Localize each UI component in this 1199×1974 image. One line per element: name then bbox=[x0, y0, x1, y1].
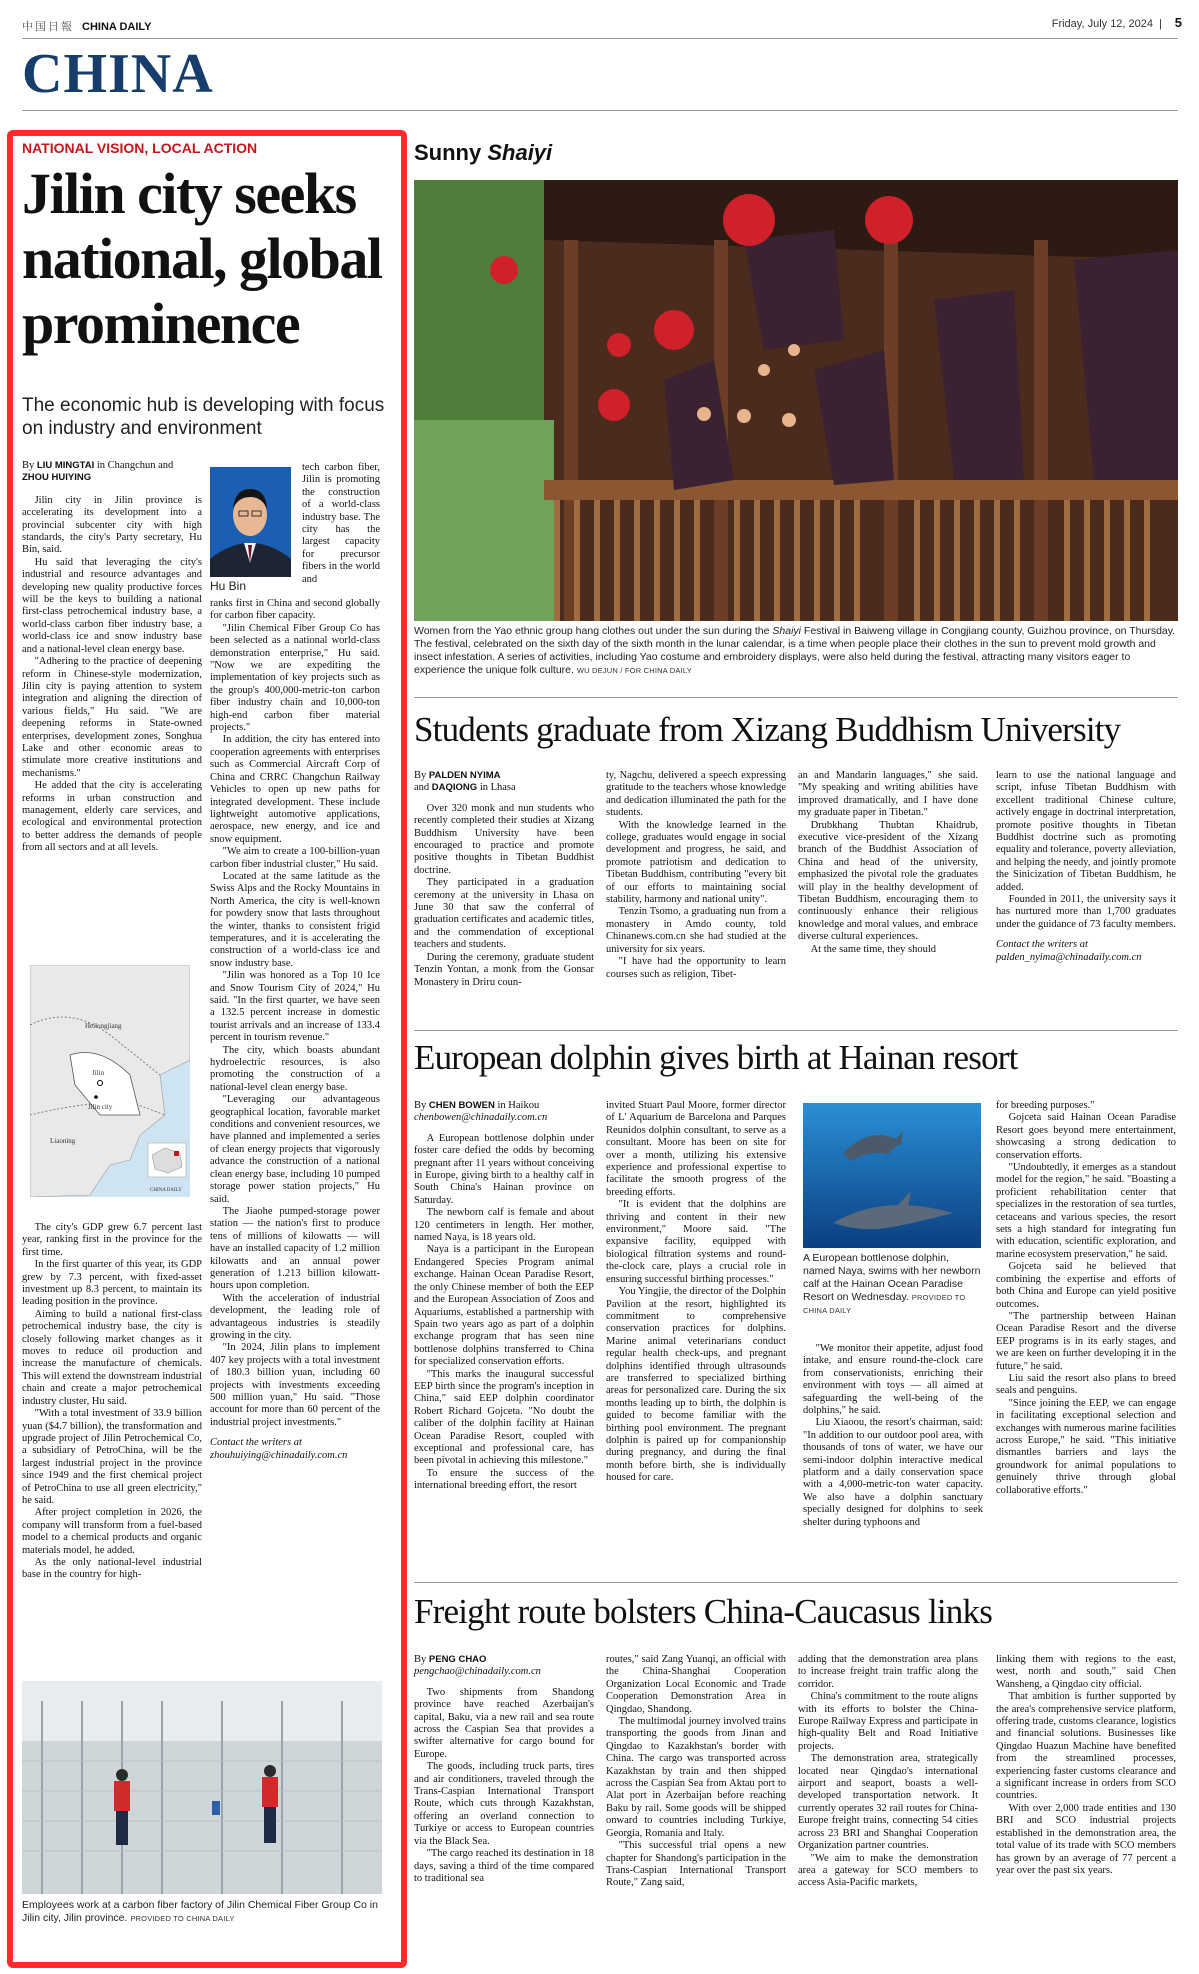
freight-headline[interactable]: Freight route bolsters China-Caucasus links bbox=[414, 1592, 993, 1631]
dolphin-col2: invited Stuart Paul Moore, former director of L' Aquarium de Barcelona and Parques Reunidos dolphin consultant, to serve as a consultant. Moore has been on site for over a month, utilizing his extensive experience and professional expertise to facilitate the smooth progress of the breeding efforts. "It is evident that the dolphins are thriving and content in their new environment," Moore said. "The expansive facility, equipped with biological filtration systems and round-the-clock care, plays a crucial role in ensuring successful birthing processes." You Yingjie, the director of the Dolphin Pavilion at the resort, highlighted its commitment to comprehensive conservation practices for dolphins. Marine animal veterinarians conduct regular health check-ups, and pregnant dolphins identified through ultrasounds are transferred to specialized birthing areas for personalized care. During the six months leading up to birth, the dolphin is guided to become familiar with the birthing pool environment. The pregnant dolphin is paired up for companionship during pregnancy, and during the final month before birth, she is individually housed for care. bbox=[606, 1100, 786, 1484]
xizang-contact-email[interactable]: palden_nyima@chinadaily.com.cn bbox=[996, 951, 1142, 963]
dolphin-headline[interactable]: European dolphin gives birth at Hainan resort bbox=[414, 1038, 1018, 1077]
divider-2 bbox=[414, 1030, 1178, 1031]
dolphin-col4: for breeding purposes." Gojceta said Hainan Ocean Paradise Resort goes beyond mere entertainment, showcasing a strong dedication to conservation efforts. "Undoubtedly, it emerges as a standout model for the region," he said. "Boasting a proficient rehabilitation center that specializes in the restoration of sea turtles, cetaceans and various species, the resort sets a high standard for integrating fun with education, scientific exploration, and marine ecosystem preservation," he said. Gojceta said he believed that combining the expertise and efforts of both China and Europe can yield positive outcomes. "The partnership between Hainan Ocean Paradise Resort and the diverse EEP programs is in its early stages, and we are keen on further developing it in the future," he said. Liu said the resort also plans to breed seals and penguins. "Since joining the EEP, we can engage in facilitating exceptional selection and exchanges with numerous marine facilities across Europe," he said. "This initiative dismantles barriers and lays the groundwork for animal populations to genuinely thrive through global collaborative efforts." bbox=[996, 1100, 1176, 1496]
lead-headline[interactable]: Jilin city seeks national, global prominence bbox=[22, 161, 382, 356]
shaiyi-caption: Women from the Yao ethnic group hang clothes out under the sun during the Shaiyi Festival in Baiweng village in Congjiang county, Guizhou province, on Thursday. The festival, celebrated on the sixth day of the sixth month in the lunar calendar, is a time when people place their clothes in the sun to prevent mold growth and insect infestation. A series of activities, including Yao costume and embroidery displays, were also held during the festival, attracting many visitors eager to experience the unique folk culture. WU DEJUN / FOR CHINA DAILY bbox=[414, 625, 1176, 676]
dolphin-col3: "We monitor their appetite, adjust food intake, and ensure round-the-clock care from conservationists, enriching their environment with toys — all aimed at safeguarding the well-being of the dolphins," he said. Liu Xiaoou, the resort's chairman, said: "In addition to our outdoor pool area, with thousands of tons of water, we have our semi-indoor dolphin interactive medical platform and a daily conservation space with a 4,000-metric-ton water capacity. We also have a dolphin sanctuary specially designed for dolphins to seek shelter during typhoons and bbox=[803, 1343, 983, 1528]
page-number: 5 bbox=[1174, 15, 1182, 30]
freight-email[interactable]: pengchao@chinadaily.com.cn bbox=[414, 1666, 541, 1678]
map-label-jilin: Jilin bbox=[92, 1069, 105, 1077]
freight-col3: adding that the demonstration area plans to increase freight train traffic along the corridor. China's commitment to the route aligns with its efforts to bolster the China-Europe Railway Express and participate in high-quality Belt and Road Initiative projects. The demonstration area, strategically located near Qingdao's international airport and seaport, boasts a well-developed transportation network. It currently operates 32 rail routes for China-Europe freight trains, connecting 54 cities across 23 BRI and Shanghai Cooperation Organization partner countries. "We aim to make the demonstration area a gateway for SCO members to access Asia-Pacific markets, bbox=[798, 1654, 978, 1889]
dolphin-photo bbox=[803, 1103, 981, 1248]
section-title: CHINA bbox=[22, 43, 214, 105]
china-daily-logo[interactable]: 中国日報 CHINA DAILY bbox=[22, 21, 152, 33]
freight-col1: By PENG CHAO pengchao@chinadaily.com.cn Two shipments from Shandong province have reached Azerbaijan's capital, Baku, via a new rail and sea route across the Caspian Sea that provides a swifter alternative for cargo bound for Europe. The goods, including truck parts, tires and air conditioners, traveled through the Trans-Caspian International Transport Route, which cuts through Kazakhstan, offering an overland connection to Turkiye or access to European countries via the Black Sea. "The cargo reached its destination in 18 days, saving a third of the time compared to traditional sea bbox=[414, 1654, 594, 1884]
xizang-headline[interactable]: Students graduate from Xizang Buddhism University bbox=[414, 710, 1121, 749]
map-label-jilin-city: Jilin city bbox=[88, 1103, 113, 1111]
section-rule bbox=[22, 110, 1178, 111]
divider-3 bbox=[414, 1582, 1178, 1583]
lead-dek: The economic hub is developing with focus on industry and environment bbox=[22, 395, 385, 439]
lead-body-col2: ranks first in China and second globally for carbon fiber capacity. "Jilin Chemical Fiber Group Co has been selected as a national world-class demonstration enterprise," Hu said. "Now we are expediting the implementation of key projects such as the group's 400,000-metric-ton carbon fiber industry chain and 10,000-ton high-end carbon fiber material projects." In addition, the city has entered into cooperation agreements with enterprises such as Commercial Aircraft Corp of China and CRRC Changchun Railway Vehicles to open up new paths for integrated development. These include lightweight automotive applications, aerospace, new energy, and ice and snow equipment. "We aim to create a 100-billion-yuan carbon fiber industrial cluster," Hu said. Located at the same latitude as the Swiss Alps and the Rocky Mountains in North America, the city is well-known for powdery snow that lasts throughout the winter, thanks to consistent frigid temperatures, and it is accelerating the construction of a world-class ice and snow industry base. "Jilin was honored as a Top 10 Ice and Snow Tourism City of 2024," Hu said. "In the first quarter, we have seen a 132.5 percent increase in domestic tourist arrivals and an increase of 133.4 percent in tourism revenue." The city, which boasts abundant hydroelectric resources, is also promoting the construction of a national-level clean energy base. "Leveraging our advantageous geographical location, favorable market conditions and convenient resources, we have planned and implemented a series of clean energy projects that vigorously advance the construction of a national clean energy base, including 10 pumped storage power station projects," Hu said. The Jiaohe pumped-storage power station — the nation's first to produce tens of millions of kilowatts — will have an installed capacity of 1.2 million kilowatts and an annual power generation of 1.213 billion kilowatt-hours upon completion. With the acceleration of industrial development, the leading role of advantageous industries is steadily growing in the city. "In 2024, Jilin plans to implement 407 key projects with a total investment of 180.3 billion yuan, including 60 projects with investments exceeding 500 million yuan," Hu said. "Those account for more than 60 percent of the industrial project investments." bbox=[210, 598, 380, 1428]
xizang-contact: Contact the writers at palden_nyima@chinadaily.com.cn bbox=[996, 939, 1142, 963]
dolphin-caption: A European bottlenose dolphin, named Naya, swims with her newborn calf at the Hainan Ocean Paradise Resort on Wednesday. PROVIDED TO CHINA DAILY bbox=[803, 1252, 981, 1315]
freight-col2: routes," said Zang Yuanqi, an official with the China-Shanghai Cooperation Organization Local Economic and Trade Cooperation Demonstration Area in Qingdao, Shandong. The multimodal journey involved trains transporting the goods from Jinan and Qingdao to Kazakhstan's border with China. The cargo was transported across Kazakhstan by train and then shipped across the Caspian Sea from Aktau port to Alat port in Azerbaijan before reaching Baku by rail. Some goods will be shipped onward to countries including Turkiye, Georgia, Romania and Italy. "This successful trial opens a new chapter for Shandong's participation in the Trans-Caspian International Transport Route," Zang said, bbox=[606, 1654, 786, 1889]
lead-byline: By LIU MINGTAI in Changchun and ZHOU HUIYING bbox=[22, 460, 174, 484]
xizang-col4: learn to use the national language and script, infuse Tibetan Buddhism with excellent traditional Chinese culture, actively engage in doctrinal interpretation, promote positive thoughts in Tibetan Buddhist doctrine such as promoting equality and tolerance, poverty alleviation, and helping the needy, and jointly promote the Sinicization of Tibetan Buddhism, he added. Founded in 2011, the university says it has nurtured more than 1,700 graduates under the guidance of 73 faculty members. Contact the writers at palden_nyima@chinadaily.com.cn bbox=[996, 770, 1176, 963]
lead-body-col1a: Jilin city in Jilin province is accelerating its development into a provincial subcenter city with high standards, the city's Party secretary, Hu Bin, said. Hu said that leveraging the city's industrial and resource advantages and developing new quality productive forces will be the keys to building a national first-class petrochemical industry base, a world-class carbon fiber industry base, a world-class ice and snow industry base and a national-level clean energy base. "Adhering to the practice of deepening reform in Chinese-style modernization, Jilin city is paying attention to system integration and aligning the direction of various fields," Hu said. "We are deepening reforms in State-owned enterprises, development zones, Songhua Lake and other economic areas to stimulate more creative institutions and mechanisms." He added that the city is accelerating reforms in urban construction and management, elderly care services, and ecological and environmental protection to better address the demands of people from all sectors and at all levels. bbox=[22, 494, 202, 854]
issue-date: Friday, July 12, 2024 | bbox=[1051, 18, 1162, 30]
dolphin-email[interactable]: chenbowen@chinadaily.com.cn bbox=[414, 1112, 548, 1124]
lead-kicker: NATIONAL VISION, LOCAL ACTION bbox=[22, 140, 258, 156]
dolphin-col1: By CHEN BOWEN in Haikou chenbowen@chinadaily.com.cn A European bottlenose dolphin under foster care defied the odds by becoming pregnant after 11 years without conceiving in Europe, giving birth to a healthy calf in South China's Hainan province on Saturday. The newborn calf is female and about 120 centimeters in length. Her mother, named Naya, is 18 years old. Naya is a participant in the European Endangered Species Program animal exchange. Hainan Ocean Paradise Resort, the only Chinese member of both the EEP and the European Association of Zoos and Aquariums, established a partnership with Spain two years ago as part of a dolphin exchange program that has seen nine bottlenose dolphins transferred to China for specialized conservation efforts. "This marks the inaugural successful EEP birth since the program's inception in China," said EEP dolphin coordinator Robert Richard Gojceta. "No doubt the caliber of the dolphin facility at Hainan Ocean Paradise Resort, coupled with exceptional and professional care, has been pivotal in achieving this milestone." To ensure the success of the international breeding effort, the resort bbox=[414, 1100, 594, 1492]
factory-caption: Employees work at a carbon fiber factory of Jilin Chemical Fiber Group Co in Jilin city, Jilin province. PROVIDED TO CHINA DAILY bbox=[22, 1899, 378, 1924]
freight-byline: By PENG CHAO pengchao@chinadaily.com.cn bbox=[414, 1654, 541, 1678]
lead-contact-email[interactable]: zhouhuiying@chinadaily.com.cn bbox=[210, 1449, 348, 1461]
lead-contact: Contact the writers at zhouhuiying@chinadaily.com.cn bbox=[210, 1437, 348, 1461]
lead-body-col1b: The city's GDP grew 6.7 percent last year, ranking first in the province for the first time. In the first quarter of this year, its GDP grew by 7.3 percent, with fixed-asset investment up 8.3 percent, to maintain its leading position in the province. Aiming to build a national first-class petrochemical industry base, the city is closely following market changes as it moves to reduce oil production and increase the manufacture of chemicals. This will extend the downstream industrial chain and create a major petrochemical industry cluster, Hu said. "With a total investment of 33.9 billion yuan ($4.7 billion), the transformation and upgrade project of Jilin Petrochemical Co, a subsidiary of PetroChina, will be the largest industrial project in the province since 1949 and the first chemical project of PetroChina to use all green electricity," he said. After project completion in 2026, the company will transform from a fuel-based model to a chemical products and organic materials model, he added. As the only national-level industrial base in the country for high- bbox=[22, 1222, 202, 1581]
map-credit: CHINA DAILY bbox=[150, 1188, 182, 1193]
shaiyi-festival-photo bbox=[414, 180, 1178, 621]
dolphin-byline: By CHEN BOWEN in Haikou chenbowen@chinadaily.com.cn bbox=[414, 1100, 548, 1124]
map-label-heilongjiang: Heilongjiang bbox=[85, 1022, 122, 1030]
xizang-col3: an and Mandarin languages," she said. "My speaking and writing abilities have improved dramatically, and I have done my graduate paper in Tibetan." Drubkhang Thubtan Khaidrub, executive vice-president of the Xizang branch of the Buddhist Association of China and head of the university, emphasized the pivotal role the graduates will play in the healthy development of Tibetan Buddhism, encouraging them to continuously enhance their religious knowledge and moral values, and embrace diverse cultural experiences. At the same time, they should bbox=[798, 770, 978, 955]
top-rule bbox=[22, 38, 1178, 39]
xizang-byline: By PALDEN NYIMA and DAQIONG in Lhasa bbox=[414, 770, 516, 794]
photo-story-title: Sunny Shaiyi bbox=[414, 140, 553, 165]
freight-col4: linking them with regions to the east, west, north and south," said Chen Wansheng, a Qingdao city official. That ambition is further supported by the area's comprehensive service platform, offering trade, customs clearance, logistics and financial solutions. Businesses like Qingdao Huazun Machine have benefited from the streamlined processes, experiencing faster customs clearance and a significant increase in orders from SCO countries. With over 2,000 trade entities and 130 BRI and SCO industrial projects established in the demonstration area, the total value of its trade with SCO members has grown by an average of 77 percent a year over the past six years. bbox=[996, 1654, 1176, 1876]
portrait-caption: Hu Bin bbox=[210, 579, 247, 593]
lead-body-wrap: tech carbon fiber, Jilin is promoting the construction of a world-class industry base. The city has the largest capacity for precursor fibers in the world and bbox=[302, 462, 380, 585]
map-label-liaoning: Liaoning bbox=[50, 1137, 76, 1145]
masthead-bar bbox=[22, 14, 1182, 36]
xizang-col2: ty, Nagchu, delivered a speech expressing gratitude to the teachers whose knowledge and dedication illuminated the path for the students. With the knowledge learned in the college, graduates would engage in social development and progress, he said, and promote patriotism and dedication to Tibetan Buddhism, contributing "every bit of our efforts to maintaining social stability, harmony and national unity". Tenzin Tsomo, a graduating nun from a monastery in Amdo county, told Chinanews.com.cn she had studied at the university for six years. "I have had the opportunity to learn courses such as religion, Tibet- bbox=[606, 770, 786, 980]
divider-1 bbox=[414, 697, 1178, 698]
highlight-frame bbox=[7, 130, 407, 1968]
xizang-col1: By PALDEN NYIMA and DAQIONG in Lhasa Over 320 monk and nun students who recently completed their studies at Xizang Buddhism University have been encouraged to practice and promote positive thoughts in Tibetan Buddhist doctrine. They participated in a graduation ceremony at the university in Lhasa on June 30 that saw the conferral of graduation certificates and academic titles, and the commendation of exceptional teachers and students. During the ceremony, graduate student Tenzin Yontan, a monk from the Gonsar Monastery in Driru coun- bbox=[414, 770, 594, 988]
